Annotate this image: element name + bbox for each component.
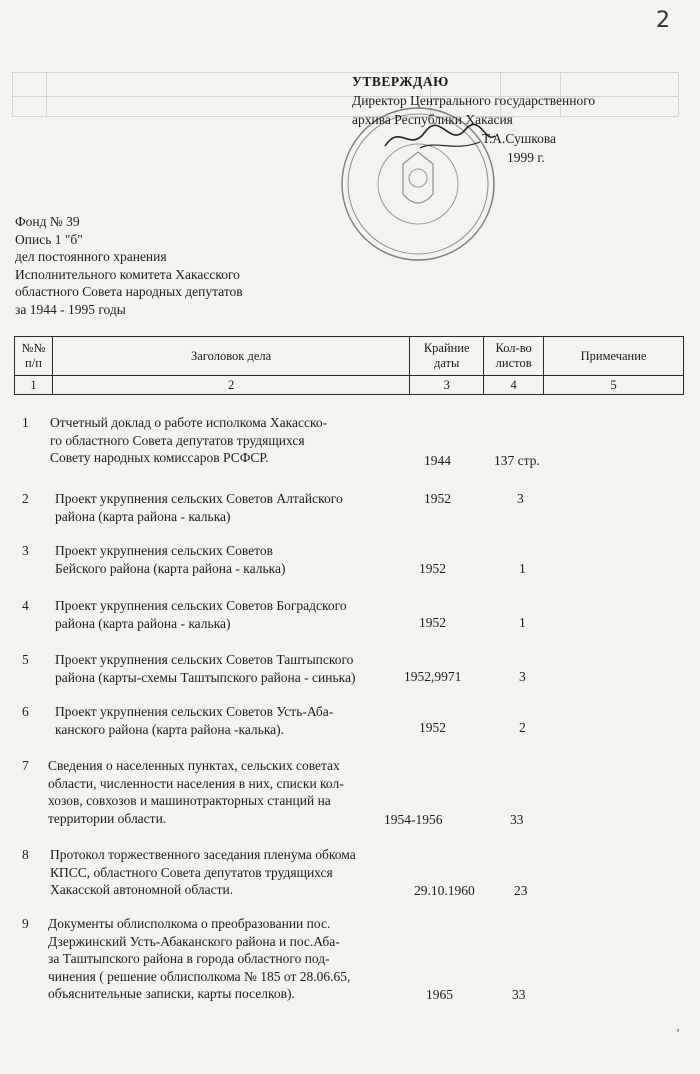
entry-number: 8 [22,847,29,862]
column-header: Примечание [544,337,684,376]
entry-dates: 1952,9971 [404,669,462,684]
column-header: Крайние даты [410,337,484,376]
column-header: Кол-во листов [484,337,544,376]
entry-dates: 1952 [419,561,446,576]
entry-dates: 1952 [424,491,451,506]
entry-number: 5 [22,652,29,667]
entry-number: 7 [22,758,29,773]
header-line: дел постоянного хранения [15,249,167,264]
ghost-line [678,72,679,116]
page-number: 2 [656,8,670,33]
column-number: 2 [52,376,409,395]
column-number: 1 [15,376,53,395]
fond-number: Фонд № 39 [15,214,80,229]
header-line: областного Совета народных депутатов [15,284,243,299]
entry-dates: 1954-1956 [384,812,443,827]
approval-title: УТВЕРЖДАЮ [352,74,449,89]
entry-title: Проект укрупнения сельских Советов Алтайского района (карта района - калька) [55,491,343,524]
entry-dates: 1952 [419,615,446,630]
entry-sheets: 33 [510,812,524,827]
entry-sheets: 1 [519,615,526,630]
entry-title: Документы облисполкома о преобразовании пос. Дзержинский Усть-Абаканского района и пос.Аба- за Таштыпского района в города областного под- чинения ( решение облисполкома № 185 от 28.06.65, объяснительные записки, карты поселков). [48,916,351,1001]
entry-title: Сведения о населенных пунктах, сельских советах области, численности населения в них, списки кол- хозов, совхозов и машинотракторных станций на территории области. [48,758,344,826]
opis-number: Опись 1 "б" [15,231,83,247]
entry-sheets: 2 [519,720,526,735]
entry-title: Проект укрупнения сельских Советов Боградского района (карта района - калька) [55,598,347,631]
entry-title: Протокол торжественного заседания пленума обкома КПСС, областного Совета депутатов трудящихся Хакасской автономной области. [50,847,356,897]
entry-sheets: 3 [517,491,524,506]
entry-number: 1 [22,415,29,430]
entry-sheets: 23 [514,883,528,898]
entry-title: Отчетный доклад о работе исполкома Хакасско- го областного Совета депутатов трудящихся Совету народных комиссаров РСФСР. [50,415,328,465]
entry-sheets: 3 [519,669,526,684]
entry-title: Проект укрупнения сельских Советов Бейского района (карта района - калька) [55,543,286,576]
entry-sheets: 137 стр. [494,453,540,468]
entry-number: 6 [22,704,29,719]
entry-number: 9 [22,916,29,931]
column-number: 4 [484,376,544,395]
ghost-line [12,72,13,116]
entry-title: Проект укрупнения сельских Советов Таштыпского района (карты-схемы Таштыпского района - синька) [55,652,356,685]
column-header: №№ п/п [15,337,53,376]
entry-dates: 1965 [426,987,453,1002]
scan-speck: ʼ [676,1026,680,1040]
header-line: Исполнительного комитета Хакасского [15,266,240,282]
header-years: за 1944 - 1995 годы [15,301,126,317]
column-number: 5 [544,376,684,395]
entry-number: 3 [22,543,29,558]
inventory-table-header [14,336,684,395]
entry-title: Проект укрупнения сельских Советов Усть-Аба- канского района (карта района -калька). [55,704,334,737]
approval-year: 1999 г. [507,150,545,165]
column-number: 3 [410,376,484,395]
entry-dates: 1952 [419,720,446,735]
approval-position-line: Директор Центрального государственного [352,93,596,108]
ghost-line [46,72,47,116]
entry-sheets: 33 [512,987,526,1002]
column-header: Заголовок дела [52,337,409,376]
inventory-header [15,213,243,318]
approver-name: Т.А.Сушкова [482,131,557,146]
approval-archive-line: архива Республики Хакасия [352,112,513,127]
entry-dates: 1944 [424,453,451,468]
entry-number: 4 [22,598,29,613]
approval-block [352,72,595,167]
entry-sheets: 1 [519,561,526,576]
entry-dates: 29.10.1960 [414,883,475,898]
entry-number: 2 [22,491,29,506]
